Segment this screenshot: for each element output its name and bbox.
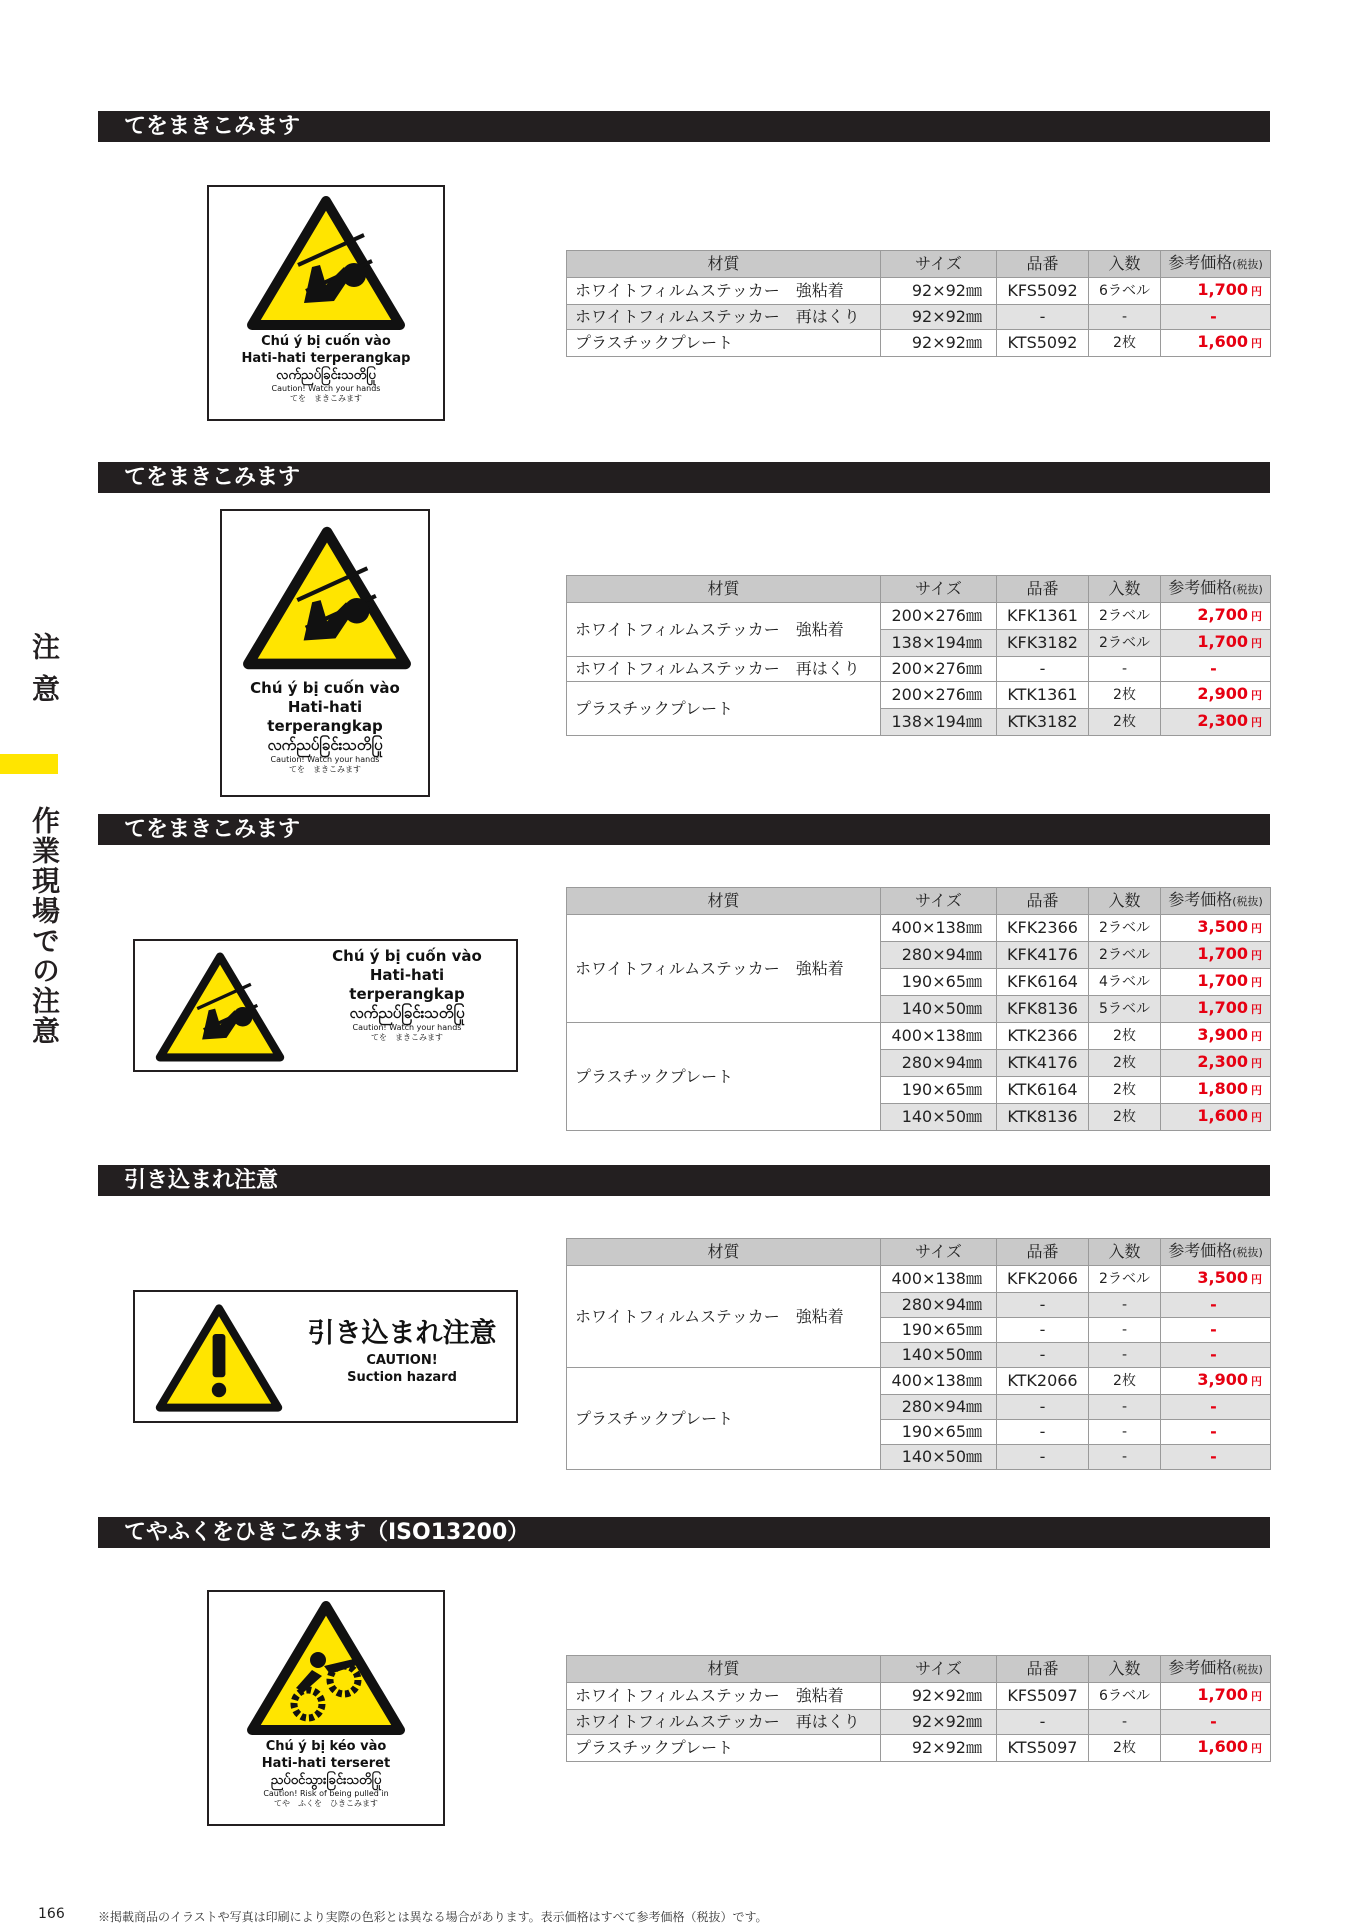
sign-text-japanese: 引き込まれ注意 (307, 1318, 497, 1349)
col-code: 品番 (997, 251, 1089, 278)
table-row: ホワイトフィルムステッカー 再はくり 92×92㎜ - - - (567, 305, 1271, 330)
section-header-5: てやふくをひきこみます（ISO13200） (98, 1517, 1270, 1548)
col-price: 参考価格(税抜) (1161, 1239, 1271, 1266)
sign-text-indonesian: Hati-hati (287, 698, 363, 716)
table-row: 190×65㎜ KTK6164 2枚 1,800 円 (567, 1077, 1271, 1104)
table-row: 190×65㎜ - - - (567, 1420, 1271, 1445)
sign-text-vietnamese: Chú ý bị cuốn vào (261, 334, 391, 349)
table-row: ホワイトフィルムステッカー 強粘着 400×138㎜ KFK2366 2ラベル 3,500 円 (567, 915, 1271, 942)
col-material: 材質 (567, 1239, 881, 1266)
col-qty: 入数 (1089, 576, 1161, 603)
col-material: 材質 (567, 888, 881, 915)
sign-text-burmese: ညပ်ဝင်သွားခြင်းသတိပြု (270, 1773, 382, 1788)
col-qty: 入数 (1089, 1239, 1161, 1266)
table-row: 140×50㎜ KTK8136 2枚 1,600 円 (567, 1104, 1271, 1131)
spec-table-2 (566, 575, 1271, 736)
sign-text-indonesian-2: terperangkap (267, 717, 383, 735)
table-row: 140×50㎜ - - - (567, 1445, 1271, 1470)
sign-text-burmese: လက်ညပ်ခြင်းသတိပြု (276, 368, 376, 383)
sign-text-indonesian: Hati-hati terperangkap (241, 351, 411, 366)
section-header-2: てをまきこみます (98, 462, 1270, 493)
spec-table-3 (566, 887, 1271, 1131)
sign-image-1 (207, 185, 445, 421)
col-price: 参考価格(税抜) (1161, 1656, 1271, 1683)
sidebar-section: 作業現場での注意 (28, 806, 61, 1046)
col-size: サイズ (881, 576, 997, 603)
entanglement-warning-icon (246, 195, 406, 331)
col-material: 材質 (567, 576, 881, 603)
col-code: 品番 (997, 888, 1089, 915)
table-row: プラスチックプレート 400×138㎜ KTK2066 2枚 3,900 円 (567, 1368, 1271, 1395)
table-row: 280×94㎜ - - - (567, 1293, 1271, 1318)
sign-text-caution: CAUTION! (366, 1353, 438, 1368)
col-price: 参考価格(税抜) (1161, 576, 1271, 603)
table-row: ホワイトフィルムステッカー 強粘着 400×138㎜ KFK2066 2ラベル 3,500 円 (567, 1266, 1271, 1293)
col-size: サイズ (881, 1656, 997, 1683)
page-number: 166 (38, 1906, 65, 1922)
gear-entanglement-warning-icon (246, 1600, 406, 1736)
spec-table-5 (566, 1655, 1271, 1762)
section-header-1: てをまきこみます (98, 111, 1270, 142)
entanglement-warning-icon (155, 951, 285, 1063)
table-row: 280×94㎜ KFK4176 2ラベル 1,700 円 (567, 942, 1271, 969)
table-row: プラスチックプレート 200×276㎜ KTK1361 2枚 2,900 円 (567, 682, 1271, 709)
section-header-3: てをまきこみます (98, 814, 1270, 845)
table-row: 280×94㎜ - - - (567, 1395, 1271, 1420)
col-size: サイズ (881, 1239, 997, 1266)
col-code: 品番 (997, 1239, 1089, 1266)
entanglement-warning-icon (242, 523, 412, 673)
table-row: ホワイトフィルムステッカー 強粘着 92×92㎜ KFS5097 6ラベル 1,700 円 (567, 1683, 1271, 1710)
col-qty: 入数 (1089, 251, 1161, 278)
table-row: 190×65㎜ KFK6164 4ラベル 1,700 円 (567, 969, 1271, 996)
sign-text-burmese: လက်ညပ်ခြင်းသတိပြု (267, 736, 383, 754)
sign-text-vietnamese: Chú ý bị kéo vào (265, 1739, 387, 1754)
sign-text-vietnamese: Chú ý bị cuốn vào (332, 947, 482, 965)
sign-text-burmese: လက်ညပ်ခြင်းသတိပြု (349, 1004, 465, 1022)
sign-image-2 (220, 509, 430, 797)
table-row: 280×94㎜ KTK4176 2枚 2,300 円 (567, 1050, 1271, 1077)
col-material: 材質 (567, 1656, 881, 1683)
col-code: 品番 (997, 1656, 1089, 1683)
col-qty: 入数 (1089, 1656, 1161, 1683)
col-price: 参考価格(税抜) (1161, 251, 1271, 278)
section-header-4: 引き込まれ注意 (98, 1165, 1270, 1196)
col-code: 品番 (997, 576, 1089, 603)
footer-note: ※掲載商品のイラストや写真は印刷により実際の色彩とは異なる場合があります。表示価格はすべて参考価格（税抜）です。 (98, 1910, 768, 1924)
spec-table-4 (566, 1238, 1271, 1470)
sign-text-japanese: てを まきこみます (290, 394, 362, 403)
table-row: 190×65㎜ - - - (567, 1318, 1271, 1343)
col-qty: 入数 (1089, 888, 1161, 915)
sign-text-japanese: てを まきこみます (289, 765, 361, 774)
sign-text-indonesian-2: terperangkap (349, 985, 465, 1003)
table-row: ホワイトフィルムステッカー 再はくり 200×276㎜ - - - (567, 657, 1271, 682)
exclamation-warning-icon (155, 1302, 283, 1414)
spec-table-1 (566, 250, 1271, 357)
table-row: ホワイトフィルムステッカー 再はくり 92×92㎜ - - - (567, 1710, 1271, 1735)
sign-text-english: Caution! Watch your hands (270, 755, 380, 764)
sign-image-3 (133, 939, 518, 1072)
sign-text-indonesian: Hati-hati terseret (261, 1756, 391, 1771)
sign-text-english: Caution! Watch your hands (271, 384, 381, 393)
sign-text-english: Caution! Risk of being pulled in (263, 1789, 389, 1798)
sign-text-vietnamese: Chú ý bị cuốn vào (250, 679, 400, 697)
sign-text-indonesian: Hati-hati (369, 966, 445, 984)
sign-text-japanese: てや ふくを ひきこみます (274, 1799, 378, 1808)
col-material: 材質 (567, 251, 881, 278)
table-row: ホワイトフィルムステッカー 強粘着 92×92㎜ KFS5092 6ラベル 1,700 円 (567, 278, 1271, 305)
table-row: 140×50㎜ KFK8136 5ラベル 1,700 円 (567, 996, 1271, 1023)
sidebar-category: 注 意 (28, 632, 61, 704)
sidebar-accent-bar (0, 754, 58, 774)
col-size: サイズ (881, 888, 997, 915)
table-row: 138×194㎜ KTK3182 2枚 2,300 円 (567, 709, 1271, 736)
table-row: プラスチックプレート 92×92㎜ KTS5092 2枚 1,600 円 (567, 330, 1271, 357)
col-size: サイズ (881, 251, 997, 278)
table-row: 140×50㎜ - - - (567, 1343, 1271, 1368)
sign-image-5 (207, 1590, 445, 1826)
table-row: ホワイトフィルムステッカー 強粘着 200×276㎜ KFK1361 2ラベル 2,700 円 (567, 603, 1271, 630)
col-price: 参考価格(税抜) (1161, 888, 1271, 915)
sign-image-4 (133, 1290, 518, 1423)
sign-text-english: Suction hazard (347, 1370, 457, 1385)
table-row: プラスチックプレート 92×92㎜ KTS5097 2枚 1,600 円 (567, 1735, 1271, 1762)
sign-text-japanese: てを まきこみます (371, 1033, 443, 1042)
table-row: 138×194㎜ KFK3182 2ラベル 1,700 円 (567, 630, 1271, 657)
table-row: プラスチックプレート 400×138㎜ KTK2366 2枚 3,900 円 (567, 1023, 1271, 1050)
sign-text-english: Caution! Watch your hands (352, 1023, 462, 1032)
